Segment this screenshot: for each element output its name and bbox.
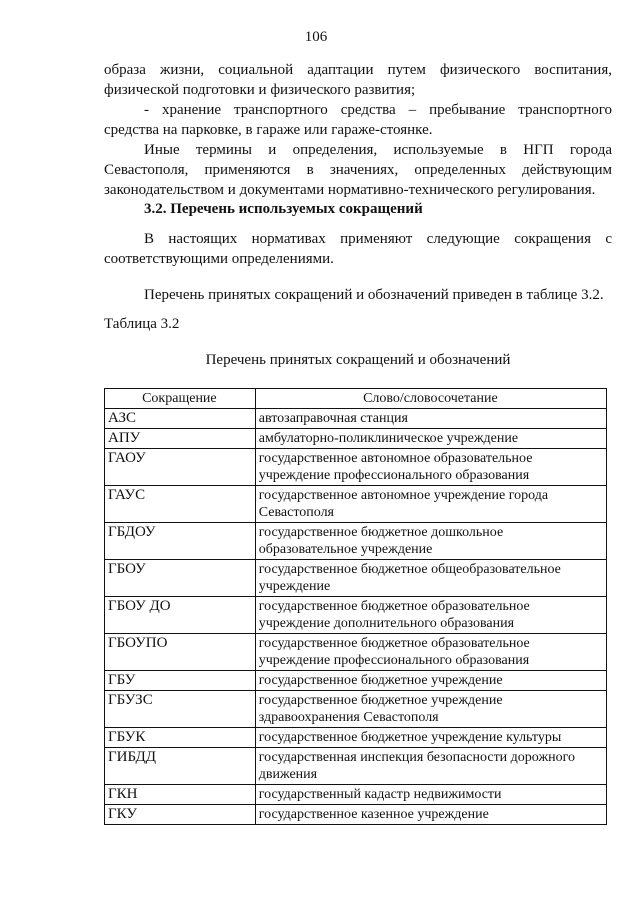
definition-cell: государственный кадастр недвижимости xyxy=(255,785,606,805)
list-item-vehicle-storage: - хранение транспортного средства – пребывание транспортного средства на парковке, в гараже или гараже-стоянке. xyxy=(104,102,612,138)
paragraph-other-terms: Иные термины и определения, используемые в НГП города Севастополя, применяются в значениях, определенных действующим законодательством и документами нормативно-технического регулирования. xyxy=(104,142,612,198)
definition-cell: государственное казенное учреждение xyxy=(255,805,606,825)
table-row xyxy=(105,728,607,748)
table-header-row xyxy=(105,389,607,409)
section-intro-block xyxy=(104,229,612,269)
table-row xyxy=(105,785,607,805)
abbreviations-table xyxy=(104,388,607,825)
definition-cell: государственное бюджетное учреждение культуры xyxy=(255,728,606,748)
abbreviation-cell: ГАУС xyxy=(105,486,256,523)
abbreviation-cell: ГИБДД xyxy=(105,748,256,785)
abbreviation-cell: ГАОУ xyxy=(105,449,256,486)
table-row xyxy=(105,523,607,560)
abbreviation-cell: ГБОУПО xyxy=(105,634,256,671)
continuation-text xyxy=(104,60,612,200)
abbreviation-cell: ГКУ xyxy=(105,805,256,825)
abbreviation-cell: ГБДОУ xyxy=(105,523,256,560)
column-header-phrase: Слово/словосочетание xyxy=(255,389,606,409)
table-row xyxy=(105,449,607,486)
table-row xyxy=(105,748,607,785)
definition-cell: государственное бюджетное образовательное учреждение дополнительного образования xyxy=(255,597,606,634)
table-row xyxy=(105,634,607,671)
table-title: Перечень принятых сокращений и обозначений xyxy=(205,352,511,368)
page-number: 106 xyxy=(304,29,328,45)
definition-cell: государственное бюджетное образовательное учреждение профессионального образования xyxy=(255,634,606,671)
table-row xyxy=(105,671,607,691)
table-row xyxy=(105,805,607,825)
definition-cell: государственное бюджетное дошкольное образовательное учреждение xyxy=(255,523,606,560)
table-row xyxy=(105,560,607,597)
definition-cell: государственное автономное учреждение города Севастополя xyxy=(255,486,606,523)
abbreviation-cell: ГБОУ ДО xyxy=(105,597,256,634)
definition-cell: государственное автономное образовательное учреждение профессионального образования xyxy=(255,449,606,486)
abbreviation-cell: ГКН xyxy=(105,785,256,805)
definition-cell: государственное бюджетное учреждение xyxy=(255,671,606,691)
paragraph-continuation: образа жизни, социальной адаптации путем физического воспитания, физической подготовки и физического развития; xyxy=(104,62,612,98)
abbreviation-cell: АПУ xyxy=(105,429,256,449)
table-row xyxy=(105,486,607,523)
column-header-abbreviation: Сокращение xyxy=(105,389,256,409)
table-row xyxy=(105,429,607,449)
table-row xyxy=(105,691,607,728)
abbreviation-cell: ГБОУ xyxy=(105,560,256,597)
abbreviation-cell: ГБУ xyxy=(105,671,256,691)
abbreviation-cell: ГБУЗС xyxy=(105,691,256,728)
paragraph-intro: В настоящих нормативах применяют следующие сокращения с соответствующими определениями. xyxy=(104,231,612,267)
definition-cell: государственное бюджетное общеобразовательное учреждение xyxy=(255,560,606,597)
abbreviation-cell: АЗС xyxy=(105,409,256,429)
paragraph-table-reference: Перечень принятых сокращений и обозначений приведен в таблице 3.2. xyxy=(144,287,604,303)
definition-cell: государственное бюджетное учреждение здравоохранения Севастополя xyxy=(255,691,606,728)
section-heading: 3.2. Перечень используемых сокращений xyxy=(144,201,423,217)
definition-cell: автозаправочная станция xyxy=(255,409,606,429)
definition-cell: амбулаторно-поликлиническое учреждение xyxy=(255,429,606,449)
definition-cell: государственная инспекция безопасности дорожного движения xyxy=(255,748,606,785)
table-row xyxy=(105,597,607,634)
abbreviation-cell: ГБУК xyxy=(105,728,256,748)
table-row xyxy=(105,409,607,429)
table-reference-block xyxy=(104,285,612,305)
table-label: Таблица 3.2 xyxy=(104,316,180,332)
